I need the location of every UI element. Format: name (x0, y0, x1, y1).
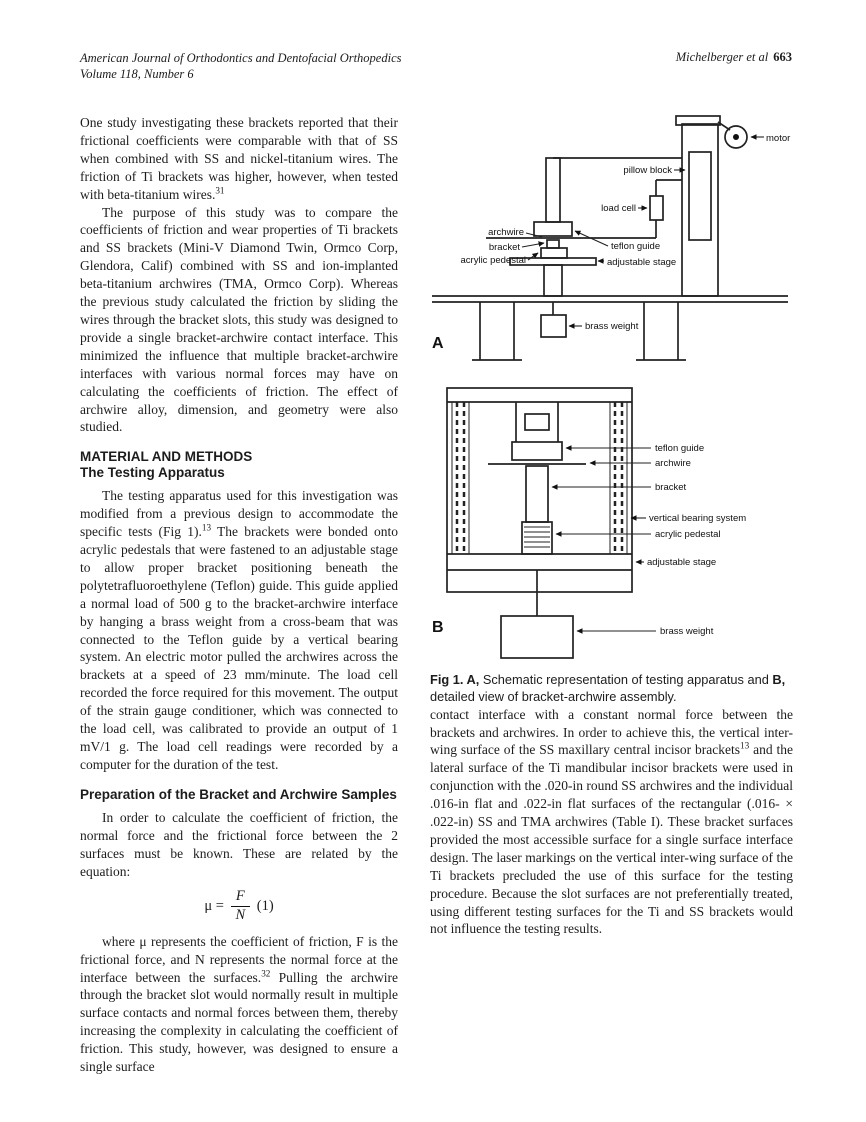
paragraph-testing-apparatus (80, 487, 398, 774)
fig-b-label-adjustable-stage: adjustable stage (647, 557, 717, 568)
teflon-guide-block (512, 442, 562, 460)
equation-fraction (231, 889, 250, 923)
left-column (80, 114, 398, 1076)
bracket-block (526, 466, 548, 522)
header-right (676, 50, 792, 65)
friction-equation (80, 889, 398, 923)
reference-31: 31 (215, 185, 225, 196)
paragraph-text: The purpose of this study was to compare the coefficients of friction and wear properties of Ti brackets and SS brackets (Mini-V Diamond Twin, Ormco Corp, Glendora, Calif) combined with SS and ion-implanted beta-titanium archwires (TMA, Ormco Corp). Whereas the previous study calculated the friction by sliding the wires through the bracket slots, this study was designed to provide a single bracket-archwire contact interface. This minimized the influence that multiple bracket-archwire interfaces with various normal forces may have on calculating the coefficients of friction. The effect of archwire alloy, dimension, and geometry were also studied. (80, 204, 398, 435)
right-column (430, 110, 793, 938)
caption-fig-label: Fig 1. A, (430, 672, 480, 687)
equation-denominator: N (235, 907, 246, 924)
running-authors: Michelberger et al (675, 50, 769, 64)
paragraph-text: and the lateral surface of the Ti mandibular incisor brackets were used in conjunction with the .020-in round SS archwires and the individual .016-in flat and .022-in flat surfaces of the rectangular (.016- × .022-in) SS and TMA archwires (Table I). These bracket surfaces provided the most accessible surface for a single surface interface design. The laser markings on the vertical inter-wing surface of the Ti brackets precluded the use of this surface for the testing procedure. Because the slot surfaces are not preferentially treated, using different testing surfaces for the Ti and SS brackets would not influence the testing results. (430, 742, 793, 937)
fig-a-label-acrylic-pedestal: acrylic pedestal (460, 255, 526, 266)
adjustable-stage-band (447, 554, 632, 570)
paragraph-text: The testing apparatus used for this investigation was modified from a previous design to accommodate the specific tests (Fig 1). (80, 488, 398, 540)
paragraph-text: The brackets were bonded onto acrylic pedestals that were fastened to an adjustable stage to allow proper bracket positioning beneath the polytetrafluoroethylene (Teflon) guide. This guide applied a normal load of 500 g to the bracket-archwire interface by hanging a brass weight from a cross-beam that was connected to the Teflon guide by a vertical bearing system. An electric motor pulled the archwires across the brackets at a speed of 23 mm/minute. The load cell recorded the force required for this movement. The output of the strain gauge conditioner, which was connected to the load cell, was calibrated to provide an output of 1 mV/1 g. The load cell readings were recorded by a computer for the duration of the test. (80, 524, 398, 772)
page-number: 663 (773, 50, 792, 64)
bearing-rail-right (610, 402, 627, 554)
fig-b-label-teflon-guide: teflon guide (655, 443, 705, 454)
fig-a-label-teflon-guide: teflon guide (611, 241, 661, 252)
fig-a-label-load-cell: load cell (601, 203, 636, 214)
load-cell-assembly (650, 180, 682, 238)
figure-1a-apparatus-schematic (430, 110, 792, 372)
bearing-rail-left (452, 402, 469, 554)
fig-b-label-bracket: bracket (655, 482, 687, 493)
paragraph-purpose (80, 204, 398, 437)
brass-weight-block (501, 616, 573, 658)
fig-a-letter: A (432, 335, 444, 352)
paragraph-text: Pulling the archwire through the bracket slot would normally result in multiple surface contacts and normal forces between them, thereby increasing the complexity in calculating the coefficient of friction. This study, however, was designed to ensure a single surface (80, 969, 398, 1075)
paragraph-where-mu (80, 933, 398, 1076)
fig-a-label-bracket: bracket (488, 242, 520, 253)
section-heading-material-and-methods: MATERIAL AND METHODS (80, 449, 253, 465)
figure-1b-bracket-assembly-schematic (430, 384, 792, 662)
equation-mu: μ = (204, 898, 224, 915)
fig-b-label-vertical-bearing-system: vertical bearing system (649, 513, 747, 524)
caption-text: Schematic representation of testing apparatus and (479, 672, 773, 687)
brass-weight-block (541, 315, 566, 337)
paragraph-one-study (80, 114, 398, 204)
header-left (80, 50, 402, 82)
paragraph-contact-interface (430, 706, 793, 939)
fig-a-label-archwire: archwire (488, 227, 524, 238)
outer-frame (447, 388, 632, 592)
brass-weight-assembly (541, 302, 566, 337)
bracket-block (547, 240, 559, 248)
acrylic-pedestal-block (541, 248, 567, 258)
equation-number: (1) (256, 898, 274, 915)
guide-hanger (512, 402, 562, 460)
fig-b-label-acrylic-pedestal: acrylic pedestal (655, 529, 721, 540)
paragraph-text: contact interface with a constant normal force between the brackets and archwires. In order to achieve this, the vertical inter-wing surface of the SS maxillary central incisor brackets (430, 706, 793, 758)
volume-line: Volume 118, Number 6 (80, 67, 194, 81)
caption-text: detailed view of bracket-archwire assembly. (430, 688, 677, 704)
figure-1-caption (430, 672, 793, 706)
teflon-guide-block (534, 222, 572, 236)
fig-b-label-archwire: archwire (655, 458, 691, 469)
fig-a-label-pillow-block: pillow block (623, 165, 672, 176)
paragraph-text: In order to calculate the coefficient of friction, the normal force and the frictional force between the 2 surfaces must be known. These are related by the equation: (80, 809, 398, 879)
paragraph-coefficient-intro (80, 809, 398, 881)
paragraph-text: One study investigating these brackets reported that their frictional coefficients were comparable with that of SS when combined with SS and nickel-titanium wires. The friction of Ti brackets was higher, however, when tested with beta-titanium wires. (80, 115, 398, 202)
leader-lines (552, 448, 656, 631)
equation-numerator: F (231, 889, 250, 907)
paragraph-text: where μ represents the coefficient of friction, F is the frictional force, and N represents the normal force at the interface between the surfaces. (80, 933, 398, 985)
reference-32: 32 (261, 968, 271, 979)
figure-b-drawing (447, 388, 656, 658)
fig-a-label-brass-weight: brass weight (585, 321, 639, 332)
acrylic-pedestal-spring (522, 522, 552, 554)
subheading-testing-apparatus: The Testing Apparatus (80, 465, 225, 481)
fig-b-label-brass-weight: brass weight (660, 626, 714, 637)
caption-b-label: B, (772, 672, 786, 687)
reference-13: 13 (740, 740, 750, 751)
reference-13: 13 (201, 522, 212, 533)
motor-tower (676, 116, 747, 296)
journal-title: American Journal of Orthodontics and Dentofacial Orthopedics (80, 51, 402, 65)
fig-a-label-adjustable-stage: adjustable stage (607, 257, 677, 268)
fig-a-label-motor: motor (766, 133, 791, 144)
subheading-preparation-samples: Preparation of the Bracket and Archwire Samples (80, 786, 397, 802)
fig-b-letter: B (432, 619, 444, 636)
